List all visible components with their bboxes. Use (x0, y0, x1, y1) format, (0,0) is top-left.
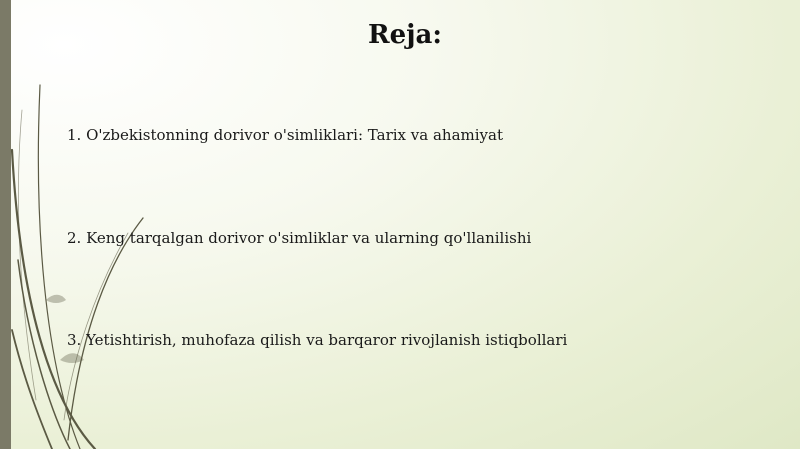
slide-title: Reja: (367, 20, 442, 50)
plan-item-1: 1. O'zbekistonning dorivor o'simliklari: Tarix va ahamiyat (67, 126, 503, 144)
plan-item-2: 2. Keng tarqalgan dorivor o'simliklar va ularning qo'llanilishi (67, 229, 532, 247)
plan-item-3: 3. Yetishtirish, muhofaza qilish va barqaror rivojlanish istiqbollari (67, 331, 568, 349)
